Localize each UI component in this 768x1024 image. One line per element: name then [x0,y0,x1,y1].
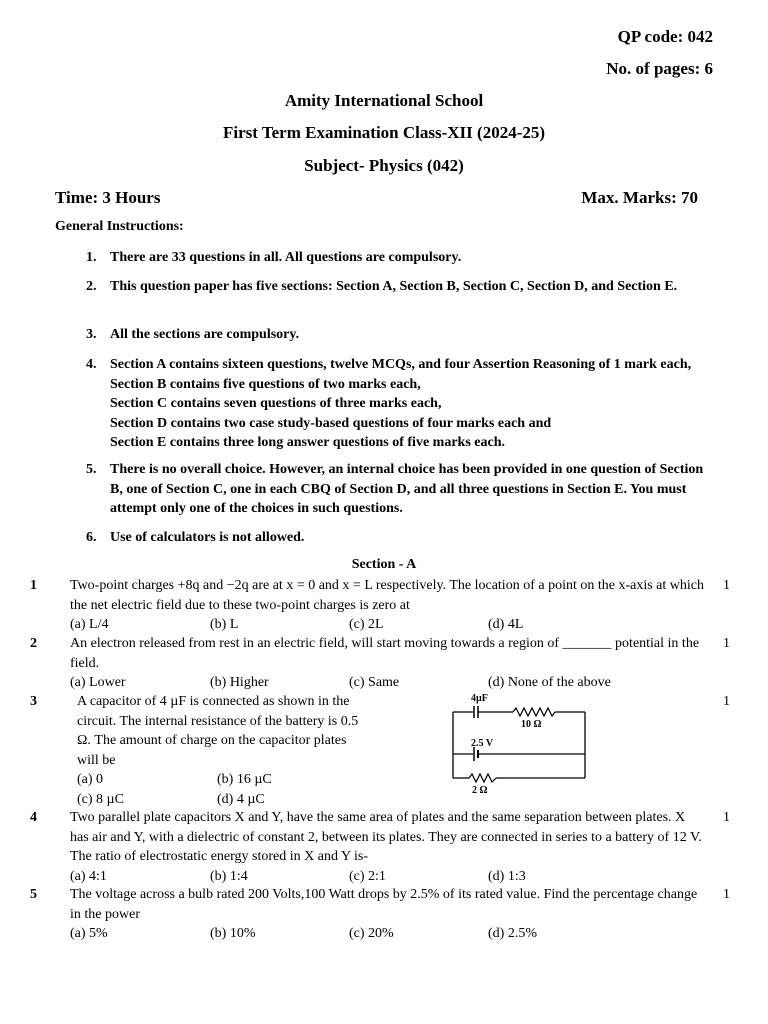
option-d: (d) 4 µC [217,791,265,807]
option-c: (c) 2L [349,617,384,632]
option-c: (c) 20% [349,926,394,941]
option-c: (c) 2:1 [349,868,386,884]
instruction-text: There are 33 questions in all. All questions are compulsory. [110,250,462,265]
qp-code: QP code: 042 [617,27,713,46]
section-title: Section - A [351,557,417,572]
option-b: (b) 1:4 [210,868,248,884]
option-a: (a) Lower [70,675,126,690]
school-name: Amity International School [284,91,484,110]
option-b: (b) 16 µC [217,772,272,787]
instruction-item [86,355,706,453]
option-b: (b) Higher [210,675,269,690]
option-b: (b) L [210,617,239,632]
exam-title: First Term Examination Class-XII (2024-25) [222,123,546,142]
subject-title: Subject- Physics (042) [304,156,464,175]
instruction-item [86,325,706,345]
question-text: The voltage across a bulb rated 200 Volts,100 Watt drops by 2.5% of its rated value. Find the percentage change in the power [70,887,698,922]
options-row [70,615,730,635]
options-row [77,770,730,790]
option-a: (a) 5% [70,926,108,941]
instruction-text-line: Section A contains sixteen questions, twelve MCQs, and four Assertion Reasoning of 1 mark each, Section B contains five questions of two marks each, [110,357,692,392]
instruction-text: There is no overall choice. However, an internal choice has been provided in one question of Section B, one of Section C, one in each CBQ of Section D, and all three questions in Section E. You must attempt only one of the choices in such questions. [110,462,704,516]
question-number: 5 [30,887,37,902]
resistor-10-symbol [513,708,555,716]
instruction-item [86,528,706,548]
question-number: 3 [30,694,37,709]
resistor-2-symbol [469,774,496,782]
option-b: (b) 10% [210,926,256,941]
capacitor-label: 4µF [471,693,488,704]
instruction-item [86,460,706,519]
option-a: (a) L/4 [70,617,109,632]
circuit-diagram [445,688,595,798]
question-text: A capacitor of 4 µF is connected as shown in the circuit. The internal resistance of the battery is 0.5 Ω. The amount of charge on the capacitor plates will be [77,694,359,768]
option-a: (a) 0 [77,772,104,787]
time-allowed: Time: 3 Hours [55,188,161,207]
instruction-text-line: Section E contains three long answer questions of five marks each. [110,435,505,450]
options-row [70,924,730,944]
page-count: No. of pages: 6 [606,59,713,78]
max-marks: Max. Marks: 70 [581,188,698,207]
instruction-text-line: Section D contains two case study-based questions of four marks each and [110,415,552,431]
instruction-item [86,248,706,268]
options-row [70,867,730,887]
resistor-2-label: 2 Ω [472,785,488,796]
option-d: (d) None of the above [488,675,611,690]
instruction-number: 3. [86,327,97,342]
question-marks: 1 [723,694,730,709]
question-marks: 1 [723,578,730,593]
resistor-10-label: 10 Ω [521,719,542,730]
instruction-item [86,277,706,297]
options-row [77,790,730,810]
options-row [70,673,730,693]
instruction-number: 2. [86,279,97,294]
instruction-text: This question paper has five sections: Section A, Section B, Section C, Section D, and Section E. [110,279,678,294]
instruction-text-line: Section C contains seven questions of three marks each, [110,396,442,411]
question-number: 1 [30,578,37,593]
question-2 [30,634,730,693]
instruction-number: 6. [86,530,97,545]
question-3 [30,692,730,809]
option-c: (c) Same [349,675,400,690]
question-text: Two parallel plate capacitors X and Y, have the same area of plates and the same separation between plates. X has air and Y, with a dielectric of constant 2, between its plates. They are connected in series to a battery of 12 V. The ratio of electrostatic energy stored in X and Y is- [70,810,702,864]
battery-label: 2.5 V [471,738,494,749]
option-d: (d) 4L [488,617,524,632]
question-number: 4 [30,810,37,825]
question-number: 2 [30,636,37,651]
option-c: (c) 8 µC [77,791,124,807]
instruction-text: All the sections are compulsory. [110,327,300,342]
instruction-text: Use of calculators is not allowed. [110,530,305,545]
question-4 [30,808,730,886]
question-marks: 1 [723,887,730,902]
option-a: (a) 4:1 [70,868,107,884]
option-d: (d) 1:3 [488,868,526,884]
question-marks: 1 [723,636,730,651]
question-text: Two-point charges +8q and −2q are at x = 0 and x = L respectively. The location of a point on the x-axis at which the net electric field due to these two-point charges is zero at [70,578,704,613]
instruction-number: 4. [86,357,97,372]
instruction-number: 1. [86,250,97,265]
instruction-number: 5. [86,462,97,477]
question-5 [30,885,730,944]
question-1 [30,576,730,635]
instructions-title: General Instructions: [55,219,184,234]
option-d: (d) 2.5% [488,926,537,941]
question-marks: 1 [723,810,730,825]
question-text: An electron released from rest in an electric field, will start moving towards a region of _______ potential in the field. [70,636,700,671]
